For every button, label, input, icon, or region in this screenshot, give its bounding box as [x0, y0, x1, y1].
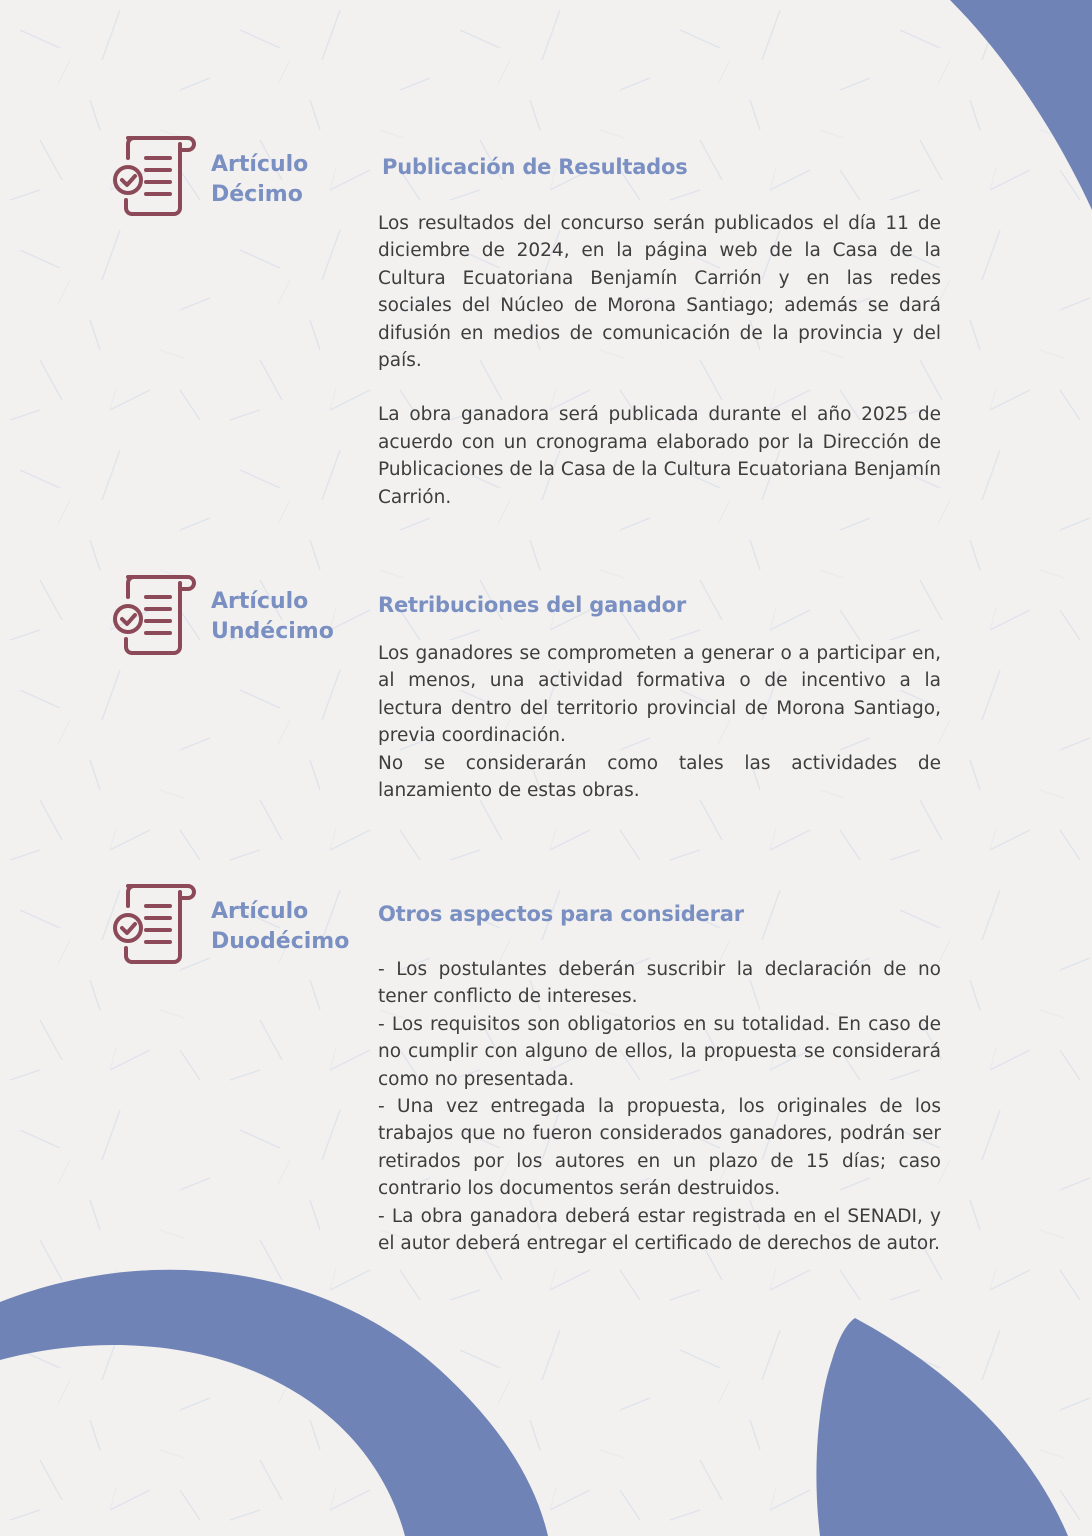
list-item: - Los requisitos son obligatorios en su totalidad. En caso de no cumplir con alguno de ellos, la propuesta se considerará como no presentada.	[378, 1013, 941, 1090]
list-item: - Una vez entregada la propuesta, los originales de los trabajos que no fueron considerados ganadores, podrán ser retirados por los autores en un plazo de 15 días; caso contrario los documentos serán destruidos.	[378, 1096, 941, 1200]
paragraph: Los ganadores se comprometen a generar o a participar en, al menos, una actividad formativa o de incentivo a la lectura dentro del territorio provincial de Morona Santiago, previa coordinación.	[378, 643, 941, 747]
article-label-line2: Duodécimo	[211, 929, 350, 954]
section-heading: Retribuciones del ganador	[378, 593, 686, 617]
article-label	[211, 587, 371, 647]
list-item: - La obra ganadora deberá estar registrada en el SENADI, y el autor deberá entregar el certificado de derechos de autor.	[378, 1205, 941, 1255]
paragraph: La obra ganadora será publicada durante el año 2025 de acuerdo con un cronograma elaborado por la Dirección de Publicaciones de la Casa de la Cultura Ecuatoriana Benjamín Carrión.	[378, 404, 941, 508]
section-body	[378, 210, 941, 511]
article-label-line1: Artículo	[211, 589, 309, 614]
article-label-line2: Undécimo	[211, 619, 334, 644]
scroll-certificate-icon	[108, 567, 198, 657]
section-heading: Otros aspectos para considerar	[378, 902, 744, 926]
scroll-certificate-icon	[108, 876, 198, 966]
article-label	[211, 150, 371, 210]
article-label-line1: Artículo	[211, 899, 309, 924]
paragraph: Los resultados del concurso serán publicados el día 11 de diciembre de 2024, en la página web de la Casa de la Cultura Ecuatoriana Benjamín Carrión y en las redes sociales del Núcleo de Morona Santiago; además se dará difusión en medios de comunicación de la provincia y del país.	[378, 213, 941, 372]
section-body	[378, 640, 941, 804]
article-label	[211, 897, 371, 957]
list-item: - Los postulantes deberán suscribir la declaración de no tener conflicto de intereses.	[378, 959, 941, 1008]
article-label-line1: Artículo	[211, 152, 309, 177]
paragraph: No se considerarán como tales las actividades de lanzamiento de estas obras.	[378, 752, 941, 802]
scroll-certificate-icon	[108, 128, 198, 218]
section-body	[378, 956, 941, 1257]
section-heading: Publicación de Resultados	[382, 155, 688, 179]
article-label-line2: Décimo	[211, 182, 303, 207]
